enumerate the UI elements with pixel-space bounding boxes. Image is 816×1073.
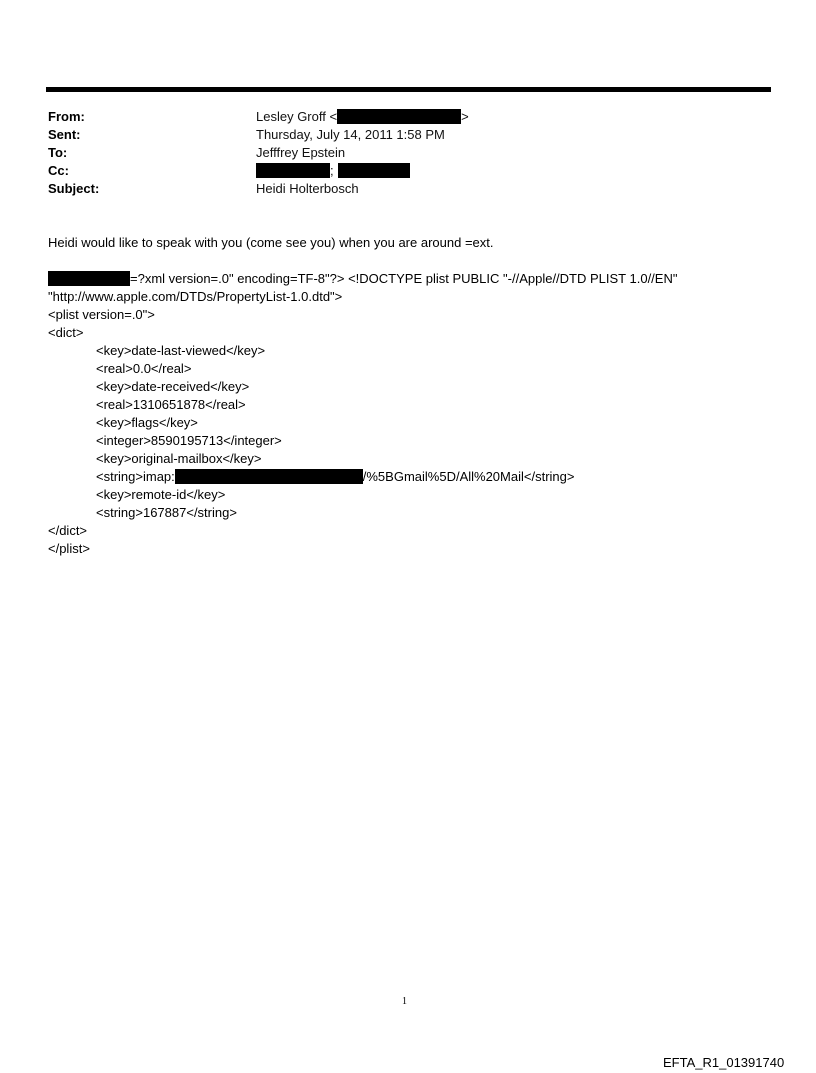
plist-close-line: </plist> — [48, 541, 90, 556]
page-number: 1 — [402, 996, 407, 1007]
redaction-box — [48, 271, 130, 286]
cc-row — [48, 162, 469, 180]
redaction-box — [256, 163, 330, 178]
subject-label: Subject: — [48, 181, 100, 196]
cc-label: Cc: — [48, 163, 69, 178]
dtd-url-line: "http://www.apple.com/DTDs/PropertyList-1.0.dtd"> — [48, 289, 343, 304]
plist-open-line: <plist version=.0"> — [48, 307, 155, 322]
plist-entry: <integer>8590195713</integer> — [96, 433, 282, 448]
plist-entry: <key>date-received</key> — [96, 379, 250, 394]
cc-value — [256, 162, 410, 180]
from-value — [256, 108, 469, 126]
dict-close-line: </dict> — [48, 523, 88, 538]
cc-separator: ; — [330, 163, 334, 178]
email-header — [48, 108, 469, 198]
subject-value: Heidi Holterbosch — [256, 181, 359, 196]
plist-entry: <key>original-mailbox</key> — [96, 451, 262, 466]
imap-prefix: <string>imap: — [96, 469, 175, 484]
redaction-box — [337, 109, 461, 124]
redaction-box — [338, 163, 410, 178]
to-value: Jefffrey Epstein — [256, 145, 346, 160]
from-close: > — [461, 109, 469, 124]
plist-entry: <key>flags</key> — [96, 415, 198, 430]
imap-string-line — [48, 468, 748, 486]
from-name: Lesley Groff < — [256, 109, 338, 124]
subject-row — [48, 180, 469, 198]
to-label: To: — [48, 145, 68, 160]
imap-suffix: /%5BGmail%5D/All%20Mail</string> — [362, 469, 575, 484]
sent-label: Sent: — [48, 127, 81, 142]
spacer — [48, 252, 748, 270]
sent-row — [48, 126, 469, 144]
plist-entry: <key>date-last-viewed</key> — [96, 343, 266, 358]
header-rule — [46, 87, 771, 92]
plist-entry: <key>remote-id</key> — [96, 487, 226, 502]
dict-open-line: <dict> — [48, 325, 84, 340]
xml-declaration-text: =?xml version=.0" encoding=TF-8"?> <!DOCTYPE plist PUBLIC "-//Apple//DTD PLIST 1.0//EN" — [130, 271, 678, 286]
from-row — [48, 108, 469, 126]
plist-entry: <real>0.0</real> — [96, 361, 192, 376]
email-body — [48, 234, 748, 558]
to-row — [48, 144, 469, 162]
xml-declaration-line — [48, 270, 748, 288]
plist-entry: <real>1310651878</real> — [96, 397, 246, 412]
plist-entry: <string>167887</string> — [96, 505, 237, 520]
redaction-box — [175, 469, 363, 484]
from-label: From: — [48, 109, 85, 124]
message-line: Heidi would like to speak with you (come see you) when you are around =ext. — [48, 235, 494, 250]
sent-value: Thursday, July 14, 2011 1:58 PM — [256, 127, 445, 142]
document-id: EFTA_R1_01391740 — [663, 1055, 785, 1070]
